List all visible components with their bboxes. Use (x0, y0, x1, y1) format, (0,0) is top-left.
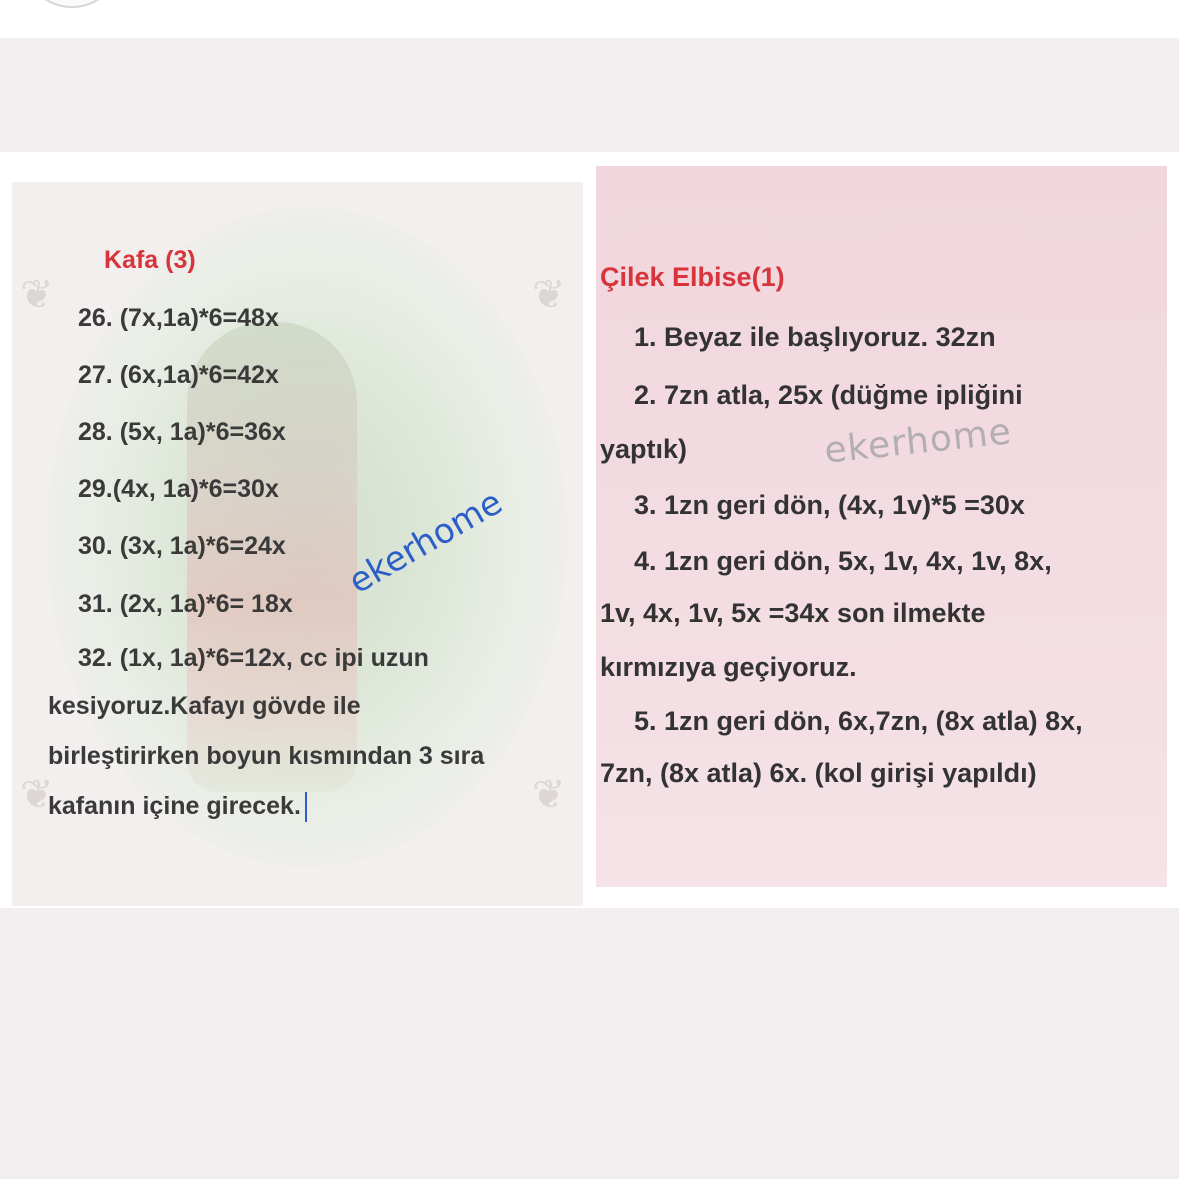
pattern-row: 32. (1x, 1a)*6=12x, cc ipi uzun (78, 644, 429, 672)
pattern-row: 31. (2x, 1a)*6= 18x (78, 590, 293, 618)
pattern-step: 3. 1zn geri dön, (4x, 1v)*5 =30x (634, 490, 1025, 520)
ornament-icon: ❦ (20, 772, 54, 818)
instruction-line: kafanın içine girecek. (48, 792, 307, 822)
instruction-line: birleştirirken boyun kısmından 3 sıra (48, 742, 485, 770)
pattern-step: 1v, 4x, 1v, 5x =34x son ilmekte (600, 598, 986, 628)
pattern-step: 7zn, (8x atla) 6x. (kol girişi yapıldı) (600, 758, 1037, 788)
pattern-step: 1. Beyaz ile başlıyoruz. 32zn (634, 322, 996, 352)
pattern-row: 29.(4x, 1a)*6=30x (78, 475, 279, 503)
watermark-ekerhome: ekerhome (342, 482, 510, 602)
pattern-step: 2. 7zn atla, 25x (düğme ipliğini (634, 380, 1023, 410)
instruction-line: kesiyoruz.Kafayı gövde ile (48, 692, 361, 720)
pattern-row: 28. (5x, 1a)*6=36x (78, 418, 286, 446)
section-title-kafa: Kafa (3) (104, 246, 196, 274)
pattern-row: 26. (7x,1a)*6=48x (78, 304, 279, 332)
pattern-row: 30. (3x, 1a)*6=24x (78, 532, 286, 560)
pattern-step: 4. 1zn geri dön, 5x, 1v, 4x, 1v, 8x, (634, 546, 1052, 576)
text-cursor (305, 792, 307, 822)
pattern-step: 5. 1zn geri dön, 6x,7zn, (8x atla) 8x, (634, 706, 1083, 736)
watermark-ekerhome: ekerhome (822, 411, 1014, 472)
ornament-icon: ❦ (20, 272, 54, 318)
pattern-row: 27. (6x,1a)*6=42x (78, 361, 279, 389)
pattern-step: yaptık) (600, 434, 688, 464)
ornament-icon: ❦ (532, 772, 566, 818)
ornament-icon: ❦ (532, 272, 566, 318)
pattern-step: kırmızıya geçiyoruz. (600, 652, 857, 682)
right-pattern-card (596, 166, 1167, 887)
section-title-cilek-elbise: Çilek Elbise(1) (600, 262, 785, 292)
top-band (0, 0, 1179, 38)
left-pattern-card (12, 182, 583, 906)
